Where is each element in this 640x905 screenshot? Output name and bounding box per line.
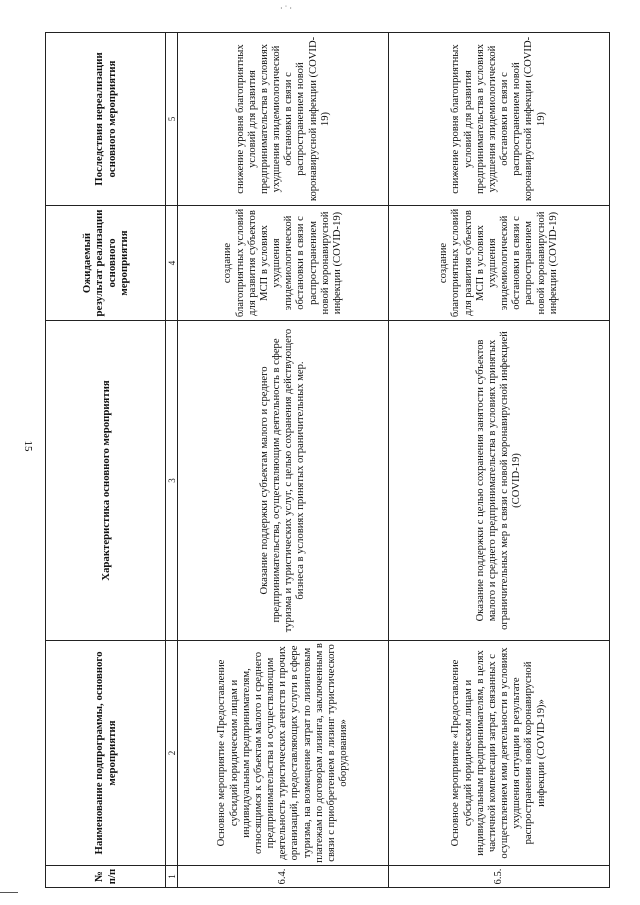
row-num: 6.5. xyxy=(389,866,610,888)
rotated-table-container xyxy=(45,33,610,888)
measures-table xyxy=(45,32,610,888)
row-expected: создание благоприятных условий для развития субъектов МСП в условиях ухудшения эпидемиологической обстановки в связи с распространением новой коронавирусной инфекции (COVID-19) xyxy=(389,206,610,321)
header-num: № п/п xyxy=(46,866,166,888)
scan-edge-mark xyxy=(0,892,18,893)
column-index-row xyxy=(166,33,178,888)
row-num: 6.4. xyxy=(178,866,389,888)
row-consequences: снижение уровня благоприятных условий для развития предпринимательства в условиях ухудшения эпидемиологической обстановки в связи с распространением новой коронавирусной инфекции (COVID-19) xyxy=(178,33,389,206)
scan-specks: · ˙ · xyxy=(280,4,292,13)
header-name: Наименование подпрограммы, основного мероприятия xyxy=(46,641,166,866)
row-consequences: снижение уровня благоприятных условий для развития предпринимательства в условиях ухудшения эпидемиологической обстановки в связи с распространением новой коронавирусной инфекции (COVID-19) xyxy=(389,33,610,206)
header-characteristic: Характеристика основного мероприятия xyxy=(46,321,166,641)
column-index: 3 xyxy=(166,321,178,641)
column-index: 2 xyxy=(166,641,178,866)
table-row xyxy=(389,33,610,888)
column-index: 5 xyxy=(166,33,178,206)
header-consequences: Последствия нереализации основного мероприятия xyxy=(46,33,166,206)
column-index: 4 xyxy=(166,206,178,321)
column-index: 1 xyxy=(166,866,178,888)
row-characteristic: Оказание поддержки с целью сохранения занятости субъектов малого и среднего предпринимательства в условиях принятых ограничительных мер в связи с новой коронавирусной инфекцией (COVID-19) xyxy=(389,321,610,641)
row-expected: создание благоприятных условий для развития субъектов МСП в условиях ухудшения эпидемиологической обстановки в связи с распространением новой коронавирусной инфекции (COVID-19) xyxy=(178,206,389,321)
row-name: Основное мероприятие «Предоставление субсидий юридическим лицам и индивидуальным предпринимателям, в целях частичной компенсации затрат, связанных с осуществлением ими деятельности в условиях ухудшения ситуации в результате распространения новой коронавирусной инфекции (COVID-19)» xyxy=(389,641,610,866)
page-number: 15 xyxy=(22,440,34,452)
table-row xyxy=(178,33,389,888)
header-expected: Ожидаемый результат реализации основного мероприятия xyxy=(46,206,166,321)
table-header-row xyxy=(46,33,166,888)
row-characteristic: Оказание поддержки субъектам малого и среднего предпринимательства, осуществляющим деятельность в сфере туризма и туристических услуг, с целью сохранения действующего бизнеса в условиях принятых ограничительных мер. xyxy=(178,321,389,641)
row-name: Основное мероприятие «Предоставление субсидий юридическим лицам и индивидуальным предпринимателям, относящимся к субъектам малого и среднего предпринимательства и осуществляющим деятельность туристических агентств и прочих организаций, предоставляющих услуги в сфере туризма, на возмещение затрат по лизинговым платежам по договорам лизинга, заключенным в связи с приобретением в лизинг туристического оборудования» xyxy=(178,641,389,866)
